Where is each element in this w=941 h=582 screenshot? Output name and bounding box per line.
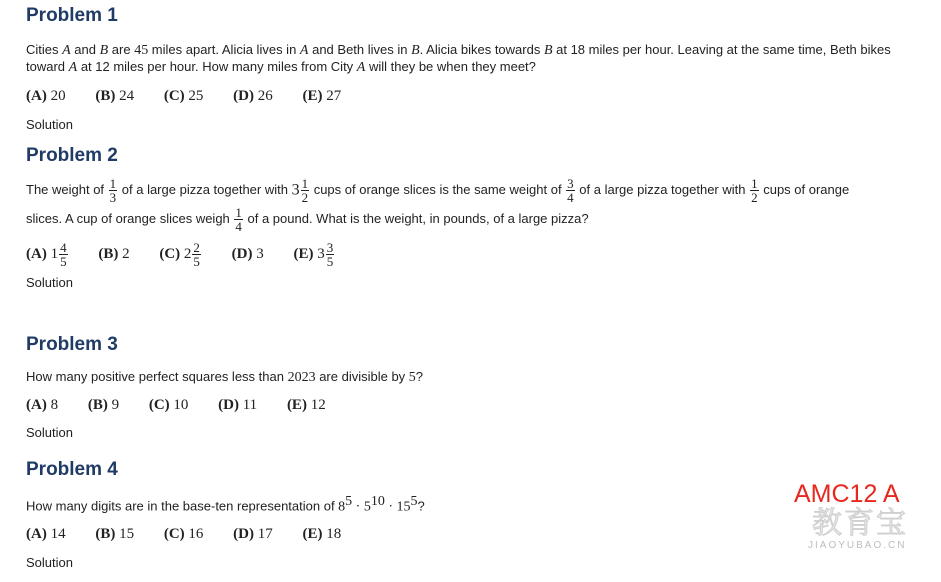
- choice-a: (A) 1 $\frac{4}{5}$: [26, 240, 67, 269]
- choice-c: (C) 25: [163, 88, 204, 105]
- problem-1: [26, 4, 906, 132]
- problem-3-choices: [26, 397, 906, 414]
- fraction: $\frac{1}{4}$: [235, 205, 242, 234]
- choice-c: (C) 2 $\frac{2}{5}$: [159, 240, 200, 269]
- problem-2: [26, 144, 906, 290]
- problem-1-solution-link[interactable]: Solution: [26, 117, 73, 133]
- choice-e: (E) 18: [302, 526, 342, 543]
- problem-3-text: How many positive perfect squares less than 2023 are divisible by 5?: [26, 369, 424, 385]
- watermark: [794, 480, 924, 551]
- problem-4-choices: [26, 526, 906, 543]
- choice-a: (A) 8: [26, 397, 59, 414]
- watermark-logo: 教育宝: [812, 506, 908, 541]
- choice-c: (C) 16: [163, 526, 204, 543]
- problem-1-choices: [26, 88, 906, 105]
- fraction: $\frac{3}{4}$: [567, 176, 574, 205]
- choice-e: (E) 12: [286, 397, 326, 414]
- choice-a: (A) 14: [26, 526, 66, 543]
- problem-2-title: Problem 2: [26, 145, 118, 166]
- problem-4-text: How many digits are in the base-ten representation of $8^5 \cdot 5^{10} \cdot 15^5$?: [26, 494, 425, 515]
- choice-b: (B) 2: [98, 246, 130, 262]
- choice-d: (D) 11: [218, 397, 258, 414]
- choice-b: (B) 24: [95, 88, 135, 105]
- problem-2-choices: [26, 241, 906, 268]
- choice-b: (B) 9: [87, 397, 120, 414]
- problem-3: [26, 333, 906, 440]
- fraction: $\frac{1}{2}$: [301, 176, 309, 205]
- problem-2-text-line1: The weight of $\frac{1}{3}$ of a large pizza together with 3 $\frac{1}{2}$ cups of orange slices is the same weight of $\frac{3}{4}$ of a large pizza together with $\frac{1}{2}$ cups of orange: [26, 176, 850, 205]
- choice-d: (D) 26: [233, 88, 273, 105]
- choice-b: (B) 15: [95, 526, 135, 543]
- fraction: $\frac{4}{5}$: [60, 240, 67, 269]
- problem-1-text: Cities A and B are 45 miles apart. Alicia lives in A and Beth lives in B. Alicia bikes towards B at 18 miles per hour. Leaving at the same time, Beth bikes toward A at 12 miles per hour. How many miles from City A will they be when they meet?: [26, 42, 891, 75]
- problem-3-solution-link[interactable]: Solution: [26, 425, 73, 441]
- problem-4: [26, 458, 906, 570]
- choice-c: (C) 10: [148, 397, 189, 414]
- problem-3-title: Problem 3: [26, 334, 118, 355]
- fraction: $\frac{1}{2}$: [751, 176, 758, 205]
- fraction: $\frac{3}{5}$: [326, 240, 334, 269]
- choice-d: (D) 3: [231, 246, 264, 262]
- choice-d: (D) 17: [233, 526, 273, 543]
- problem-2-solution-link[interactable]: Solution: [26, 275, 73, 290]
- watermark-title: AMC12 A: [794, 480, 900, 508]
- fraction: $\frac{2}{5}$: [193, 240, 200, 269]
- watermark-url: JIAOYUBAO.CN: [808, 540, 907, 551]
- fraction: $\frac{1}{3}$: [109, 176, 117, 205]
- problem-2-text-line2: slices. A cup of orange slices weigh $\frac{1}{4}$ of a pound. What is the weight, in pounds, of a large pizza?: [26, 205, 589, 234]
- problem-4-title: Problem 4: [26, 459, 118, 480]
- problem-1-title: Problem 1: [26, 5, 118, 26]
- choice-a: (A) 20: [26, 88, 66, 105]
- problem-4-solution-link[interactable]: Solution: [26, 555, 73, 571]
- choice-e: (E) 3 $\frac{3}{5}$: [293, 240, 334, 269]
- choice-e: (E) 27: [302, 88, 342, 105]
